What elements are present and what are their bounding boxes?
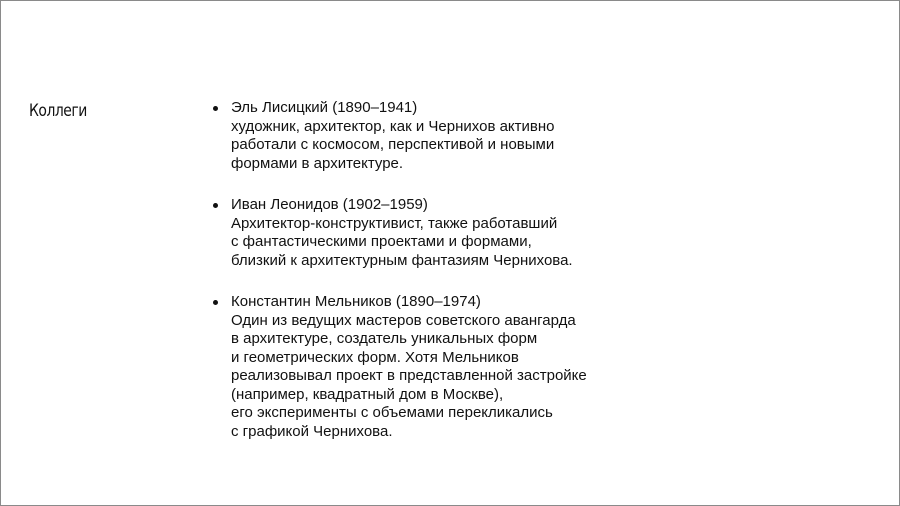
colleague-description-line: художник, архитектор, как и Чернихов активно (231, 117, 555, 135)
colleague-name: Эль Лисицкий (1890–1941) (231, 99, 418, 116)
colleague-description-line: и геометрических форм. Хотя Мельников (231, 348, 519, 366)
colleague-description-line: его эксперименты с объемами перекликались (231, 404, 553, 421)
colleague-description-line: Архитектор-конструктивист, также работавший (231, 214, 558, 232)
colleague-description-line: формами в архитектуре. (231, 154, 404, 172)
bullet-icon (213, 300, 218, 305)
bullet-icon (213, 203, 218, 208)
colleague-name: Константин Мельников (1890–1974) (231, 293, 481, 310)
section-title: Коллеги (29, 101, 87, 121)
colleague-description-line: (например, квадратный дом в Москве), (231, 385, 504, 403)
colleague-description-line: с фантастическими проектами и формами, (231, 233, 532, 250)
colleague-description-line: Один из ведущих мастеров советского авангарда (231, 311, 576, 329)
colleague-description-line: в архитектуре, создатель уникальных форм (231, 330, 538, 347)
colleague-name: Иван Леонидов (1902–1959) (231, 196, 428, 213)
colleague-list (211, 99, 631, 464)
list-item-melnikov (211, 293, 631, 441)
bullet-icon (213, 106, 218, 111)
colleague-description-line: реализовывал проект в представленной застройке (231, 367, 587, 384)
list-item-leonidov (211, 196, 631, 270)
colleague-description-line: близкий к архитектурным фантазиям Чернихова. (231, 251, 573, 269)
colleague-description-line: с графикой Чернихова. (231, 422, 393, 440)
colleague-description-line: работали с космосом, перспективой и новыми (231, 136, 555, 153)
list-item-lissitzky (211, 99, 631, 173)
